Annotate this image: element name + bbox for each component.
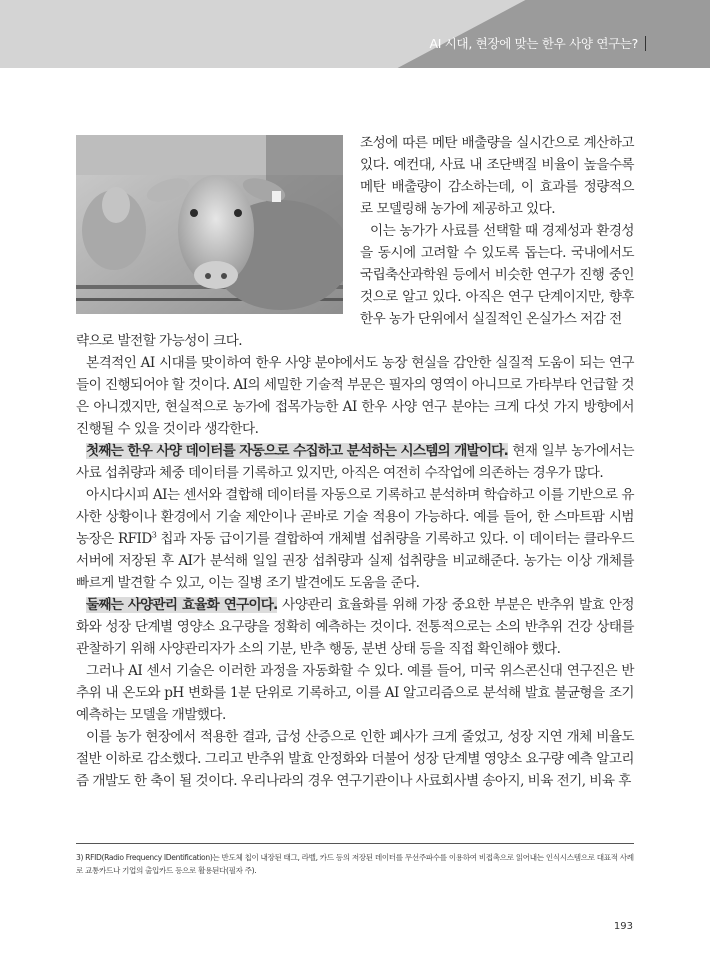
paragraph: 조성에 따른 메탄 배출량을 실시간으로 계산하고 있다. 예컨대, 사료 내 조단백질 비율이 높을수록 메탄 배출량이 감소하는데, 이 효과를 정량적으로 모델링해 농가에 제공하고 있다.	[360, 135, 634, 217]
cattle-illustration	[76, 135, 343, 314]
highlighted-heading: 첫째는 한우 사양 데이터를 자동으로 수집하고 분석하는 시스템의 개발이다.	[86, 443, 508, 459]
highlighted-heading: 둘째는 사양관리 효율화 연구이다.	[86, 597, 278, 613]
main-text-block	[76, 330, 634, 792]
paragraph: 본격적인 AI 시대를 맞이하여 한우 사양 분야에서도 농장 현실을 감안한 실질적 도움이 되는 연구들이 진행되어야 할 것이다. AI의 세밀한 기술적 부문은 필자의 영역이 아니므로 가타부타 언급할 것은 아니겠지만, 현실적으로 농가에 접목가능한 AI 한우 사양 연구 분야는 크게 다섯 가지 방향에서 진행될 수 있을 것이라 생각한다.	[76, 355, 634, 437]
paragraph	[76, 594, 634, 660]
paragraph: 이는 농가가 사료를 선택할 때 경제성과 환경성을 동시에 고려할 수 있도록 돕는다. 국내에서도 국립축산과학원 등에서 비슷한 연구가 진행 중인 것으로 알고 있다. 아직은 연구 단계이지만, 향후 한우 농가 단위에서 실질적인 온실가스 저감 전	[360, 223, 634, 327]
paragraph-text: 사양관리 효율화를 위해 가장 중요한 부분은 반추위 발효 안정화와 성장 단계별 영양소 요구량을 정확히 예측하는 것이다. 전통적으로는 소의 반추위 건강 상태를 관찰하기 위해 사양관리자가 소의 기분, 반추 행동, 분변 상태 등을 직접 확인해야 했다.	[76, 597, 634, 657]
cattle-photo	[76, 135, 343, 314]
paragraph-text: 현재 일부 농가에서는 사료 섭취량과 체중 데이터를 기록하고 있지만, 아직은 여전히 수작업에 의존하는 경우가 많다.	[76, 443, 635, 481]
running-title: AI 시대, 현장에 맞는 한우 사양 연구는?	[429, 36, 638, 51]
paragraph	[76, 440, 634, 484]
paragraph: 이를 농가 현장에서 적용한 결과, 급성 산증으로 인한 폐사가 크게 줄었고, 성장 지연 개체 비율도 절반 이하로 감소했다. 그리고 반추위 발효 안정화와 더불어 성장 단계별 영양소 요구량 예측 알고리즘 개발도 한 축이 될 것이다. 우리나라의 경우 연구기관이나 사료회사별 송아지, 비육 전기, 비육 후	[76, 729, 634, 789]
page-header	[0, 0, 710, 68]
page-number: 193	[613, 921, 633, 932]
paragraph: 그러나 AI 센서 기술은 이러한 과정을 자동화할 수 있다. 예를 들어, 미국 위스콘신대 연구진은 반추위 내 온도와 pH 변화를 1분 단위로 기록하고, 이를 AI 알고리즘으로 분석해 발효 불균형을 조기 예측하는 모델을 개발했다.	[76, 663, 634, 723]
paragraph: 략으로 발전할 가능성이 크다.	[76, 333, 243, 349]
paragraph-text: 칩과 자동 급이기를 결합하여 개체별 섭취량을 기록하고 있다. 이 데이터는 클라우드 서버에 저장된 후 AI가 분석해 일일 권장 섭취량과 실제 섭취량을 비교해준다. 농가는 이상 개체를 빠르게 발견할 수 있고, 이는 질병 조기 발견에도 도움을 준다.	[76, 531, 634, 591]
footnote-divider	[76, 843, 634, 844]
wrapped-text-block	[360, 132, 634, 330]
title-divider	[645, 36, 647, 51]
paragraph-text: 아시다시피 AI는 센서와 결합해 데이터를 자동으로 기록하고 분석하며 학습하고 이를 기반으로 유사한 상황이나 환경에서 기술 제안이나 곧바로 기술 적용이 가능하다. 예를 들어, 한 스마트팜 시범 농장은 RFID	[76, 487, 634, 547]
footnote: 3) RFID(Radio Frequency IDentification)는 반도체 칩이 내장된 태그, 라벨, 카드 등의 저장된 데이터를 무선주파수를 이용하여 비접촉으로 읽어내는 인식시스템으로 대표적 사례로 교통카드나 기업의 출입카드 등으로 활용된다(필자 주).	[76, 853, 634, 875]
paragraph	[76, 484, 634, 594]
footnote-marker: 3	[151, 530, 157, 540]
